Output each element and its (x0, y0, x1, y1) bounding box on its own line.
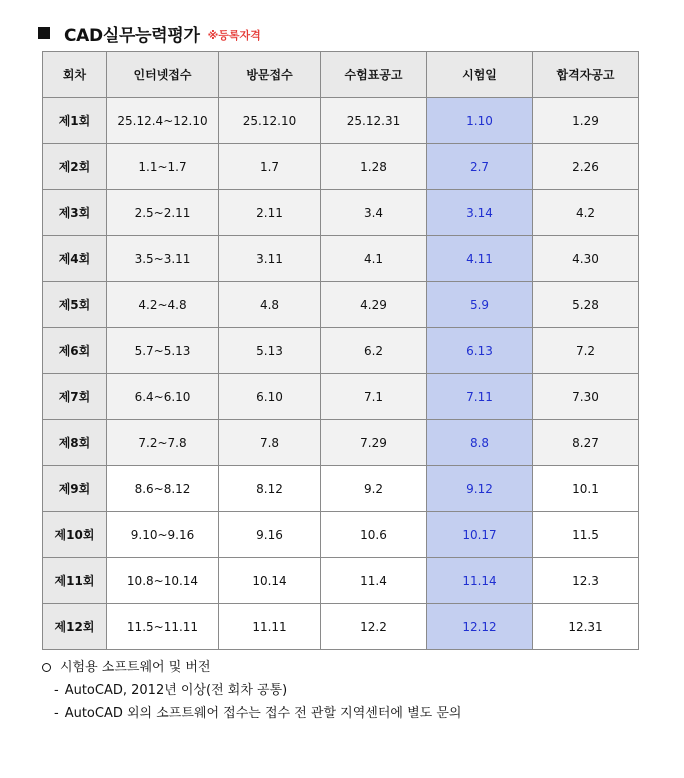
result-announcement-cell: 5.28 (533, 282, 639, 328)
visit-registration-cell: 3.11 (219, 236, 321, 282)
header-online-registration: 인터넷접수 (107, 52, 219, 98)
registration-qualification-link[interactable]: ※등록자격 (207, 28, 261, 42)
admission-ticket-cell: 1.28 (321, 144, 427, 190)
admission-ticket-cell: 3.4 (321, 190, 427, 236)
exam-date-cell: 11.14 (427, 558, 533, 604)
exam-date-cell: 8.8 (427, 420, 533, 466)
result-announcement-cell: 11.5 (533, 512, 639, 558)
online-registration-cell: 6.4~6.10 (107, 374, 219, 420)
admission-ticket-cell: 25.12.31 (321, 98, 427, 144)
round-cell: 제8회 (43, 420, 107, 466)
admission-ticket-cell: 4.29 (321, 282, 427, 328)
online-registration-cell: 2.5~2.11 (107, 190, 219, 236)
header-admission-ticket: 수험표공고 (321, 52, 427, 98)
result-announcement-cell: 8.27 (533, 420, 639, 466)
exam-date-cell: 3.14 (427, 190, 533, 236)
online-registration-cell: 5.7~5.13 (107, 328, 219, 374)
result-announcement-cell: 10.1 (533, 466, 639, 512)
exam-schedule-table (42, 51, 639, 650)
visit-registration-cell: 8.12 (219, 466, 321, 512)
table-row (43, 98, 639, 144)
result-announcement-cell: 2.26 (533, 144, 639, 190)
square-bullet-icon (38, 27, 50, 39)
result-announcement-cell: 1.29 (533, 98, 639, 144)
table-row (43, 604, 639, 650)
exam-date-cell: 12.12 (427, 604, 533, 650)
table-row (43, 236, 639, 282)
notes-heading: 시험용 소프트웨어 및 버전 (60, 660, 211, 675)
online-registration-cell: 3.5~3.11 (107, 236, 219, 282)
exam-date-cell: 4.11 (427, 236, 533, 282)
table-row (43, 512, 639, 558)
round-cell: 제12회 (43, 604, 107, 650)
exam-date-cell: 10.17 (427, 512, 533, 558)
header-visit-registration: 방문접수 (219, 52, 321, 98)
round-cell: 제9회 (43, 466, 107, 512)
result-announcement-cell: 7.2 (533, 328, 639, 374)
table-row (43, 282, 639, 328)
table-row (43, 558, 639, 604)
table-row (43, 466, 639, 512)
table-row (43, 420, 639, 466)
admission-ticket-cell: 7.29 (321, 420, 427, 466)
visit-registration-cell: 25.12.10 (219, 98, 321, 144)
round-cell: 제6회 (43, 328, 107, 374)
header-exam-date: 시험일 (427, 52, 533, 98)
online-registration-cell: 25.12.4~12.10 (107, 98, 219, 144)
exam-date-cell: 6.13 (427, 328, 533, 374)
exam-date-cell: 1.10 (427, 98, 533, 144)
table-row (43, 374, 639, 420)
result-announcement-cell: 12.3 (533, 558, 639, 604)
online-registration-cell: 7.2~7.8 (107, 420, 219, 466)
exam-date-cell: 5.9 (427, 282, 533, 328)
round-cell: 제5회 (43, 282, 107, 328)
exam-date-cell: 9.12 (427, 466, 533, 512)
round-cell: 제4회 (43, 236, 107, 282)
visit-registration-cell: 7.8 (219, 420, 321, 466)
admission-ticket-cell: 9.2 (321, 466, 427, 512)
dash-bullet: - (54, 683, 59, 698)
online-registration-cell: 1.1~1.7 (107, 144, 219, 190)
visit-registration-cell: 5.13 (219, 328, 321, 374)
table-row (43, 190, 639, 236)
visit-registration-cell: 10.14 (219, 558, 321, 604)
online-registration-cell: 8.6~8.12 (107, 466, 219, 512)
admission-ticket-cell: 11.4 (321, 558, 427, 604)
round-cell: 제11회 (43, 558, 107, 604)
round-cell: 제7회 (43, 374, 107, 420)
visit-registration-cell: 9.16 (219, 512, 321, 558)
online-registration-cell: 9.10~9.16 (107, 512, 219, 558)
note-text: AutoCAD, 2012년 이상(전 회차 공통) (64, 683, 288, 698)
exam-date-cell: 2.7 (427, 144, 533, 190)
admission-ticket-cell: 12.2 (321, 604, 427, 650)
round-cell: 제10회 (43, 512, 107, 558)
note-item (42, 702, 461, 725)
online-registration-cell: 4.2~4.8 (107, 282, 219, 328)
visit-registration-cell: 1.7 (219, 144, 321, 190)
circle-bullet-icon (42, 663, 51, 672)
result-announcement-cell: 4.2 (533, 190, 639, 236)
result-announcement-cell: 7.30 (533, 374, 639, 420)
note-item (42, 679, 461, 702)
admission-ticket-cell: 7.1 (321, 374, 427, 420)
round-cell: 제1회 (43, 98, 107, 144)
result-announcement-cell: 12.31 (533, 604, 639, 650)
round-cell: 제2회 (43, 144, 107, 190)
page-title: CAD실무능력평가 (64, 25, 200, 46)
round-cell: 제3회 (43, 190, 107, 236)
exam-date-cell: 7.11 (427, 374, 533, 420)
header-result-announcement: 합격자공고 (533, 52, 639, 98)
result-announcement-cell: 4.30 (533, 236, 639, 282)
table-row (43, 144, 639, 190)
dash-bullet: - (54, 706, 59, 721)
visit-registration-cell: 6.10 (219, 374, 321, 420)
notes-section (42, 656, 461, 725)
note-text: AutoCAD 외의 소프트웨어 접수는 접수 전 관할 지역센터에 별도 문의 (64, 706, 462, 721)
admission-ticket-cell: 10.6 (321, 512, 427, 558)
online-registration-cell: 10.8~10.14 (107, 558, 219, 604)
admission-ticket-cell: 4.1 (321, 236, 427, 282)
online-registration-cell: 11.5~11.11 (107, 604, 219, 650)
notes-heading-row (42, 656, 461, 679)
table-header-row (43, 52, 639, 98)
admission-ticket-cell: 6.2 (321, 328, 427, 374)
table-row (43, 328, 639, 374)
visit-registration-cell: 11.11 (219, 604, 321, 650)
page-title-row (38, 20, 261, 46)
table-body (43, 98, 639, 650)
visit-registration-cell: 2.11 (219, 190, 321, 236)
visit-registration-cell: 4.8 (219, 282, 321, 328)
header-round: 회차 (43, 52, 107, 98)
